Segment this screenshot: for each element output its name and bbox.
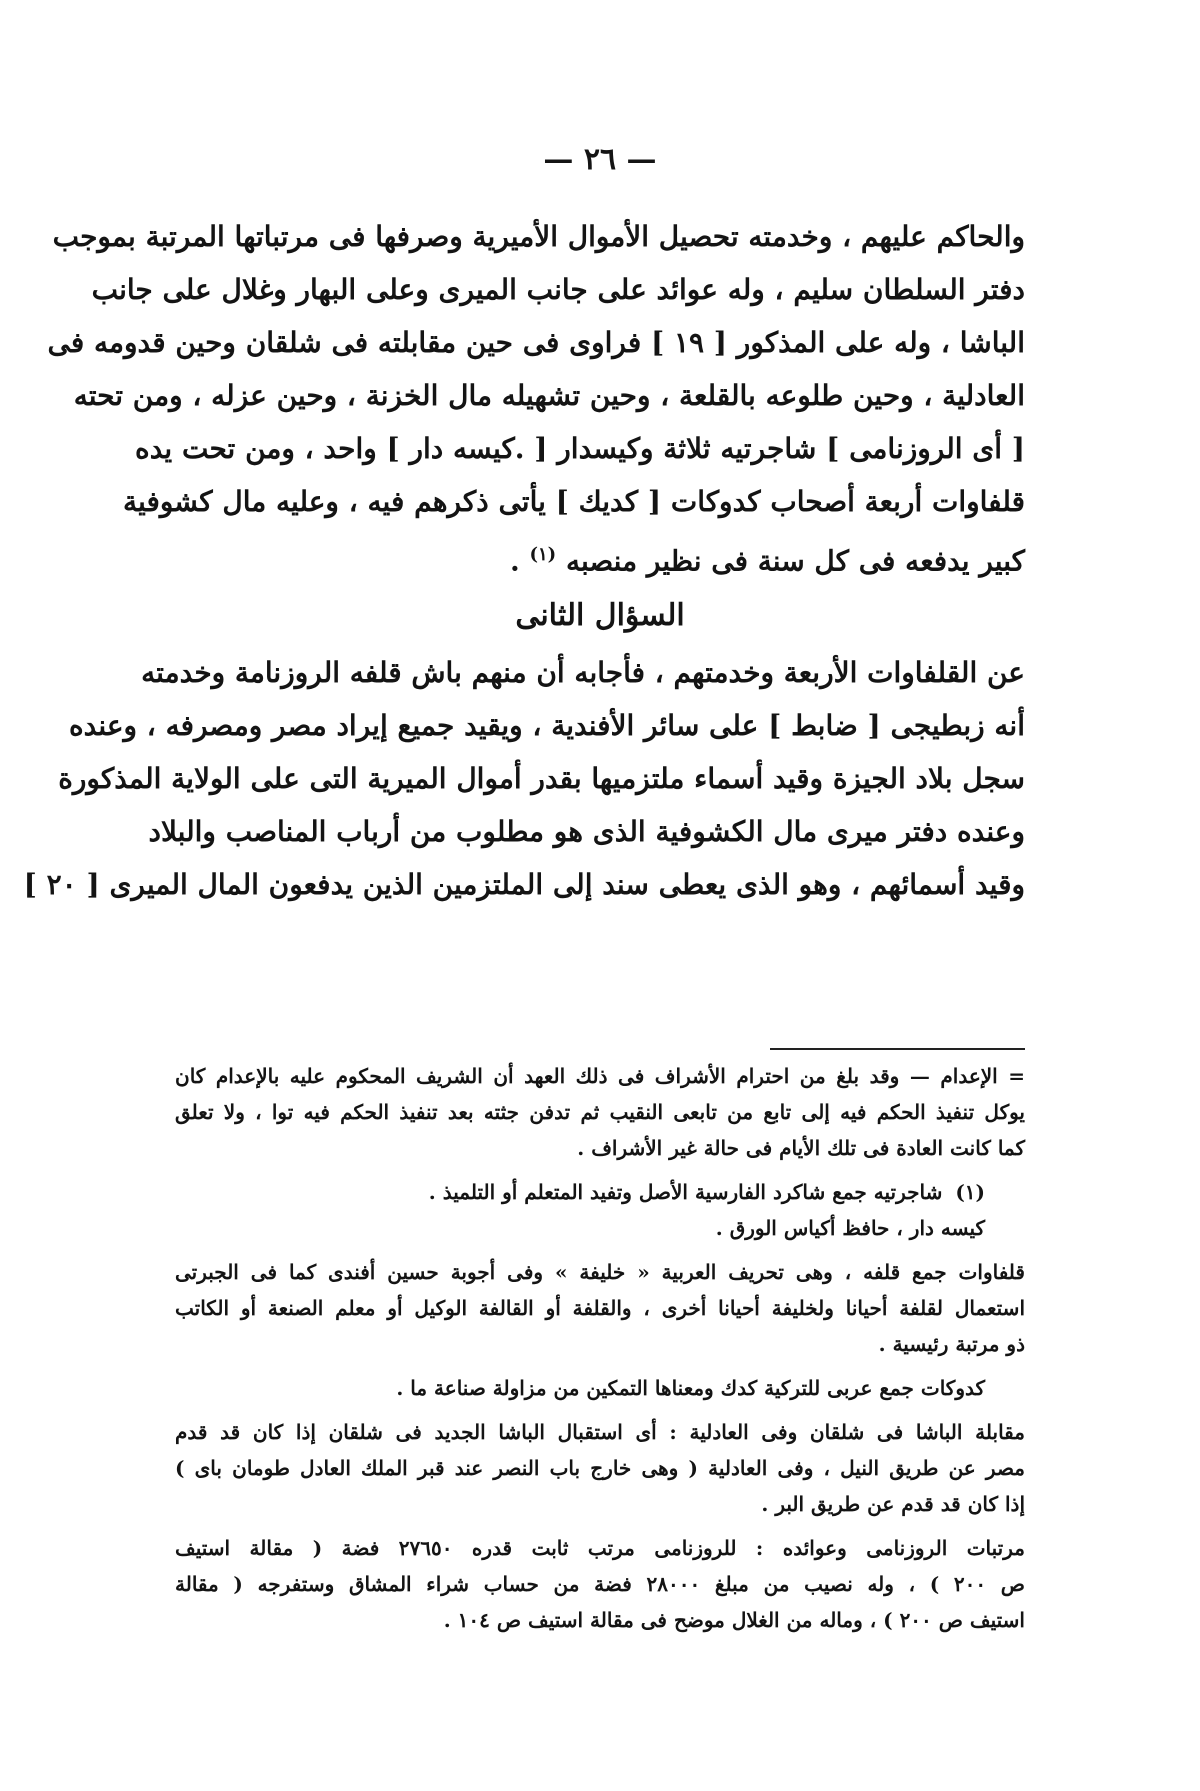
footnote-murattabat — [175, 1530, 1025, 1638]
footnote-line: كدوكات جمع عربى للتركية كدك ومعناها التمكين من مزاولة صناعة ما . — [396, 1376, 985, 1400]
footnote-kaddukat — [175, 1370, 1025, 1406]
text-line: الباشا ، وله على المذكور [ ١٩ ] فراوى فى حين مقابلته فى شلقان وحين قدومه فى — [47, 326, 1025, 359]
text-line-last: كبير يدفعه فى كل سنة فى نظير منصبه $^{(١)}$ . — [509, 544, 1025, 578]
section-heading: السؤال الثانى — [515, 598, 685, 634]
footnote-continuation — [175, 1058, 1025, 1166]
text-line: قلفاوات أربعة أصحاب كدوكات [ كديك ] يأتى ذكرهم فيه ، وعليه مال كشوفية — [123, 485, 1025, 518]
footnote-line: استعمال لقلفة أحيانا ولخليفة أحيانا أخرى ، والقلفة أو القالفة الوكيل أو معلم الصنعة أو الكاتب — [175, 1296, 1025, 1320]
footnote-line: كما كانت العادة فى تلك الأيام فى حالة غير الأشراف . — [577, 1136, 1025, 1160]
text-line: سجل بلاد الجيزة وقيد أسماء ملتزميها بقدر أموال الميرية التى على الولاية المذكورة — [58, 762, 1025, 796]
footnote-line: مقابلة الباشا فى شلقان وفى العادلية : أى استقبال الباشا الجديد فى شلقان إذا كان قد قدم — [175, 1420, 1025, 1444]
text-line-last-text: كبير يدفعه فى كل سنة فى نظير منصبه — [565, 544, 1025, 578]
footnote-line: استيف ص ٢٠٠ ) ، وماله من الغلال موضح فى مقالة استيف ص ١٠٤ . — [443, 1608, 1025, 1632]
footnote-line: إذا كان قد قدم عن طريق البر . — [761, 1492, 1025, 1516]
footnote-line: ذو مرتبة رئيسية . — [878, 1332, 1025, 1356]
footnote-separator — [770, 1048, 1025, 1050]
footnote-marker: (١) — [955, 1180, 985, 1204]
text-line: العادلية ، وحين طلوعه بالقلعة ، وحين تشهيله مال الخزنة ، وحين عزله ، ومن تحته — [73, 379, 1025, 412]
footnote-text: شاجرتيه جمع شاكرد الفارسية الأصل وتفيد المتعلم أو التلميذ . — [428, 1180, 943, 1204]
footnote-qalfawat — [175, 1254, 1025, 1362]
paragraph-first — [47, 210, 1025, 587]
text-line: [ أى الروزنامى ] شاجرتيه ثلاثة وكيسدار [ .كيسه دار ] واحد ، ومن تحت يده — [135, 432, 1025, 465]
footnote-line: قلفاوات جمع قلفه ، وهى تحريف العربية « خليفة » وفى أجوبة حسين أفندى كما فى الجبرتى — [175, 1260, 1025, 1284]
footnote-1 — [175, 1174, 1025, 1246]
page-number: — ٢٦ — — [543, 142, 657, 177]
footnote-line: كيسه دار ، حافظ أكياس الورق . — [715, 1216, 985, 1240]
footnote-line: ص ٢٠٠ ) ، وله نصيب من مبلغ ٢٨٠٠٠ فضة من حساب شراء المشاق وستفرجه ( مقالة — [175, 1572, 1025, 1596]
main-text — [23, 210, 1025, 911]
footnotes — [175, 1058, 1025, 1646]
text-line: وقيد أسمائهم ، وهو الذى يعطى سند إلى الملتزمين الذين يدفعون المال الميرى [ ٢٠ ] — [23, 868, 1025, 902]
text-line: عن القلفاوات الأربعة وخدمتهم ، فأجابه أن منهم باش قلفه الروزنامة وخدمته — [141, 656, 1025, 690]
paragraph-second — [23, 646, 1025, 911]
text-line: أنه زبطيجى [ ضابط ] على سائر الأفندية ، ويقيد جميع إيراد مصر ومصرفه ، وعنده — [69, 709, 1025, 743]
footnote-line: يوكل تنفيذ الحكم فيه إلى تابع من تابعى النقيب ثم تدفن جثته بعد تنفيذ الحكم فيه توا ، ولا تعلق — [175, 1100, 1025, 1124]
text-line: دفتر السلطان سليم ، وله عوائد على جانب الميرى وعلى البهار وغلال على جانب — [91, 273, 1025, 306]
footnote-line — [175, 1174, 1025, 1210]
footnote-reference: (١) — [529, 544, 557, 565]
footnote-line: مرتبات الروزنامى وعوائده : للروزنامى مرتب ثابت قدره ٢٧٦٥٠ فضة ( مقالة استيف — [175, 1536, 1025, 1560]
text-line: وعنده دفتر ميرى مال الكشوفية الذى هو مطلوب من أرباب المناصب والبلاد — [148, 815, 1025, 849]
text-line: والحاكم عليهم ، وخدمته تحصيل الأموال الأميرية وصرفها فى مرتباتها المرتبة بموجب — [52, 220, 1025, 253]
footnote-line: = الإعدام — وقد بلغ من احترام الأشراف فى ذلك العهد أن الشريف المحكوم عليه بالإعدام كان — [175, 1064, 1025, 1088]
footnote-muqabala — [175, 1414, 1025, 1522]
footnote-line: مصر عن طريق النيل ، وفى العادلية ( وهى خارج باب النصر عند قبر الملك العادل طومان باى ) — [175, 1456, 1025, 1480]
